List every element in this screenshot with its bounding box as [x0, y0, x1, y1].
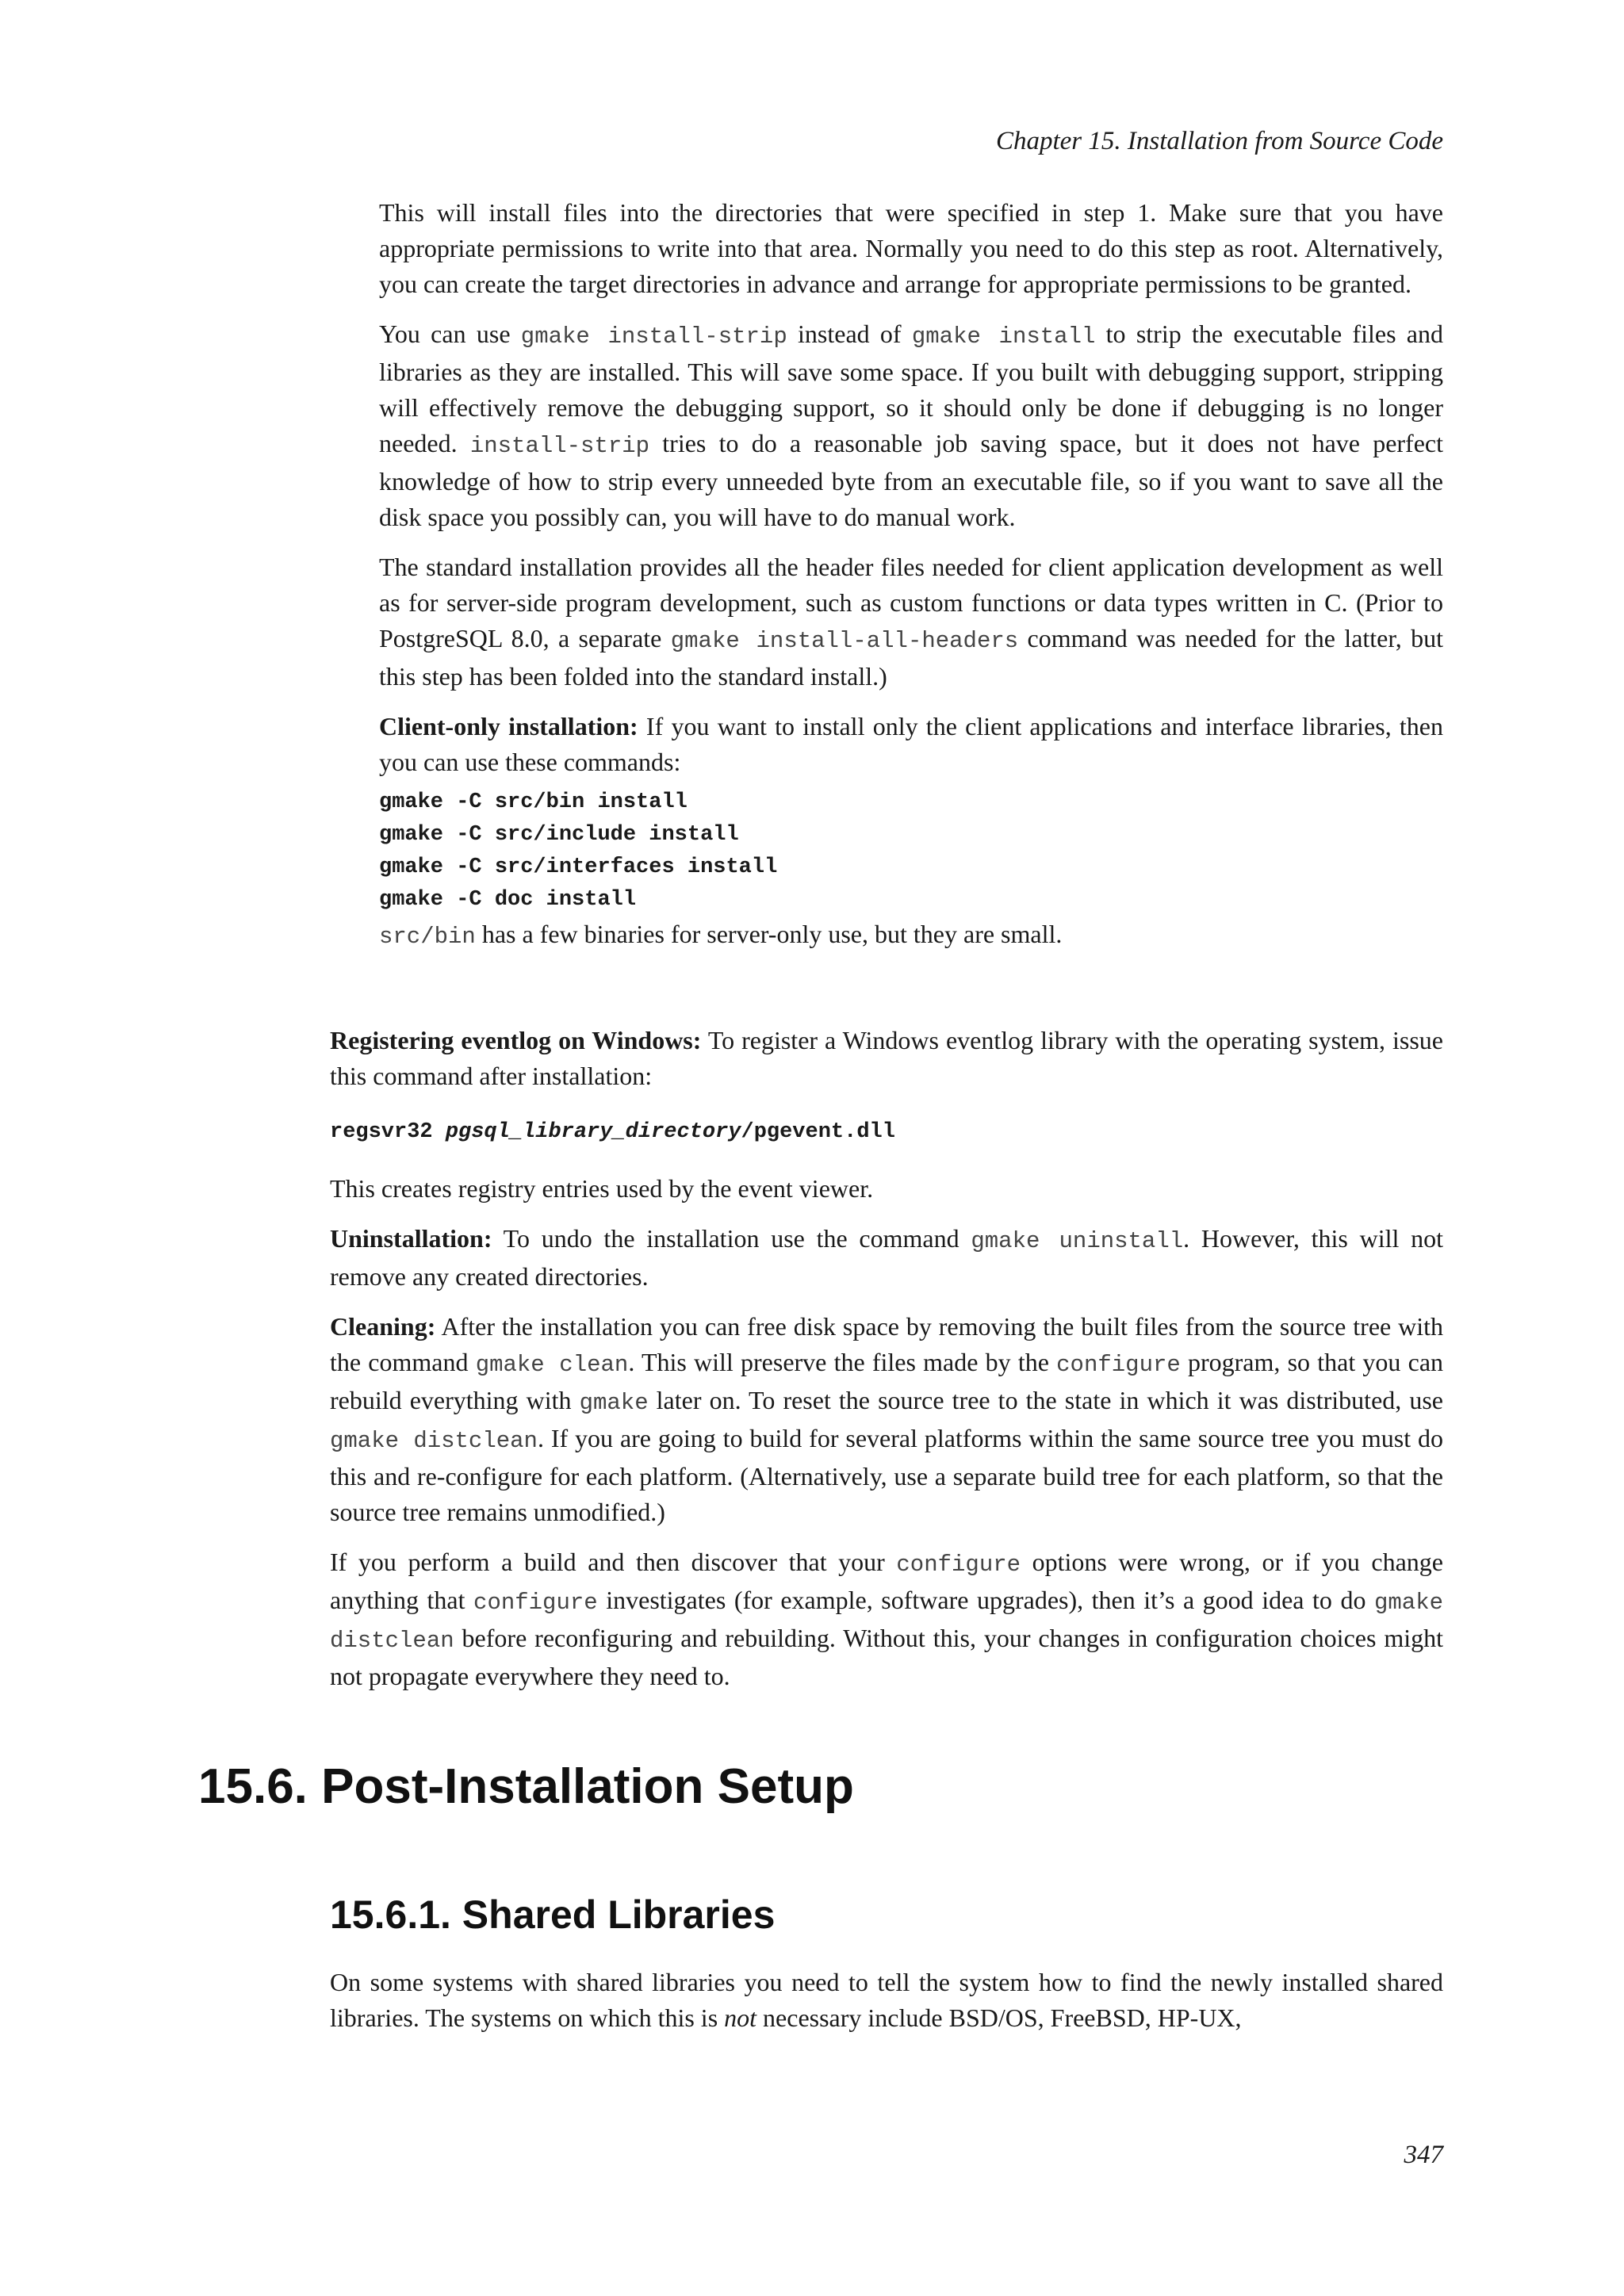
subsection-title: 15.6.1. Shared Libraries — [330, 1892, 776, 1937]
uninstall-label: Uninstallation: — [330, 1224, 492, 1253]
inline-code: configure — [896, 1552, 1021, 1578]
client-only-label: Client-only installation: — [379, 712, 638, 740]
post-install-notes — [330, 1023, 1443, 1709]
inline-code: gmake — [579, 1390, 649, 1416]
inline-code: gmake distclean — [330, 1428, 538, 1454]
section-title: 15.6. Post-Installation Setup — [198, 1759, 854, 1814]
uninstall-paragraph: Uninstallation: To undo the installation use the command gmake uninstall. However, this will not remove any created directories. — [330, 1224, 1443, 1291]
strip-paragraph: You can use gmake install-strip instead of gmake install to strip the executable files and libraries as they are installed. This will save some space. If you built with debugging support, stripping will effectively remove the debugging support, so it should only be done if debugging is no longer needed. install-strip tries to do a reasonable job saving space, but it does not have perfect knowledge of how to strip every unneeded byte from an executable file, so if you want to save all the disk space you possibly can, you will have to do manual work. — [379, 320, 1444, 531]
inline-code: src/bin — [379, 924, 476, 950]
inline-code: configure — [1056, 1352, 1181, 1378]
inline-code: gmake clean — [475, 1352, 629, 1378]
cleaning-label: Cleaning: — [330, 1312, 436, 1341]
inline-code: gmake install-strip — [520, 323, 787, 350]
inline-code: install-strip — [469, 433, 650, 459]
inline-code: gmake install-all-headers — [670, 628, 1019, 654]
eventlog-command: regsvr32 pgsql_library_directory/pgevent.dll — [330, 1120, 895, 1144]
inline-code: gmake uninstall — [971, 1228, 1184, 1254]
inline-code: gmake install — [911, 323, 1096, 350]
inline-code: configure — [473, 1590, 598, 1616]
eventlog-after: This creates registry entries used by the event viewer. — [330, 1174, 874, 1203]
inline-code: gmake distclean — [330, 1590, 1444, 1654]
client-only-paragraph: Client-only installation: If you want to install only the client applications and interface libraries, then you can use these commands: — [379, 712, 1444, 776]
headers-paragraph: The standard installation provides all the header files needed for client application development as well as for server-side program development, such as custom functions or data types written in C. (Prior to PostgreSQL 8.0, a separate gmake install-all-headers command was needed for the latter, but this step has been folded into the standard install.) — [379, 553, 1444, 691]
shared-libraries-body — [330, 1965, 1443, 2050]
install-step-body — [379, 195, 1443, 969]
client-only-commands — [379, 786, 1443, 916]
running-header: Chapter 15. Installation from Source Code — [995, 127, 1443, 155]
command-line: gmake -C src/interfaces install — [379, 855, 778, 879]
cleaning-paragraph: Cleaning: After the installation you can free disk space by removing the built files from the source tree with the command gmake clean. This will preserve the files made by the configure program, so that you can rebuild everything with gmake later on. To reset the source tree to the state in which it was distributed, use gmake distclean. If you are going to build for several platforms within the same source tree you must do this and re-configure for each platform. (Alternatively, use a separate build tree for each platform, so that the source tree remains unmodified.) — [330, 1312, 1444, 1526]
install-paragraph: This will install files into the directories that were specified in step 1. Make sure that you have appropriate permissions to write into that area. Normally you need to do this step as root. Alternatively, you can create the target directories in advance and arrange for appropriate permissions to be granted. — [379, 198, 1443, 298]
command-line: gmake -C doc install — [379, 888, 637, 912]
command-line: gmake -C src/include install — [379, 823, 739, 847]
eventlog-paragraph: Registering eventlog on Windows: To register a Windows eventlog library with the operating system, issue this command after installation: — [330, 1026, 1444, 1090]
eventlog-label: Registering eventlog on Windows: — [330, 1026, 702, 1054]
page-number: 347 — [1404, 2141, 1443, 2169]
reconfigure-paragraph: If you perform a build and then discover that your configure options were wrong, or if you change anything that configure investigates (for example, software upgrades), then it’s a good idea to do gmake distclean before reconfiguring and rebuilding. Without this, your changes in configuration choices might not propagate everywhere they need to. — [330, 1548, 1444, 1690]
command-line: gmake -C src/bin install — [379, 790, 688, 814]
shared-libraries-paragraph: On some systems with shared libraries you need to tell the system how to find the newly installed shared libraries. The systems on which this is not necessary include BSD/OS, FreeBSD, HP-UX, — [330, 1968, 1443, 2032]
client-only-note: src/bin has a few binaries for server-only use, but they are small. — [379, 920, 1063, 950]
